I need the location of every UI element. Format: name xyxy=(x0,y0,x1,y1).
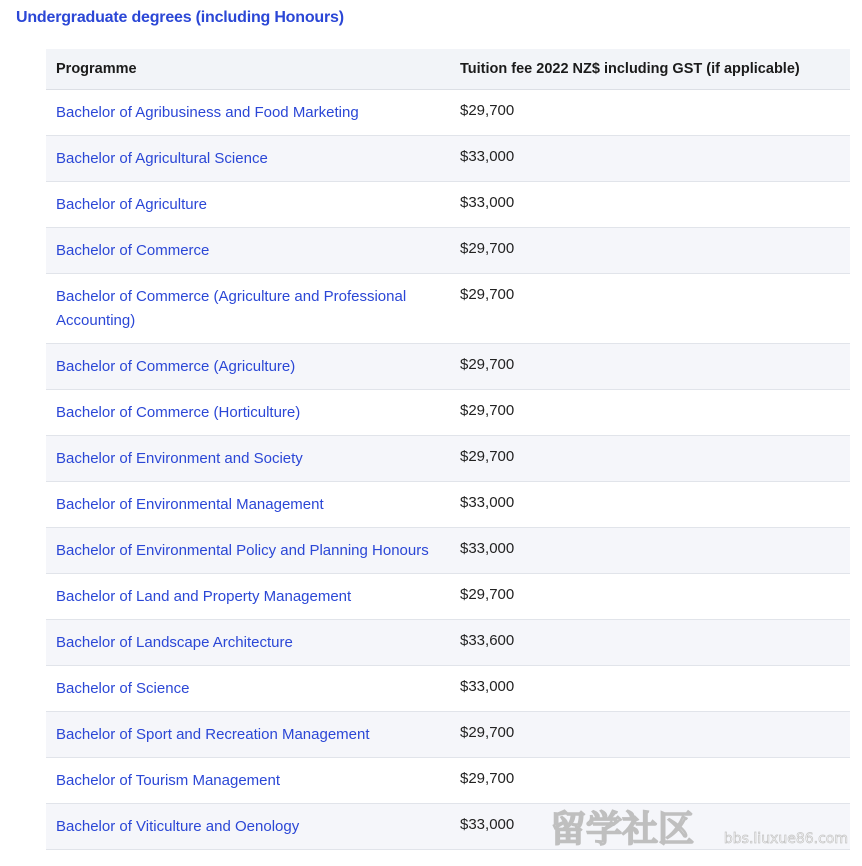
programme-link[interactable]: Bachelor of Commerce (Horticulture) xyxy=(56,404,301,421)
programme-link[interactable]: Bachelor of Landscape Architecture xyxy=(56,634,293,651)
table-row xyxy=(46,274,850,344)
tuition-fee-cell: $29,700 xyxy=(448,274,850,344)
tuition-fee-cell: $33,000 xyxy=(448,182,850,228)
tuition-fee-cell: $29,700 xyxy=(448,436,850,482)
watermark-url: bbs.liuxue86.com xyxy=(723,831,848,847)
tuition-fee-cell: $29,700 xyxy=(448,574,850,620)
programme-link[interactable]: Bachelor of Tourism Management xyxy=(56,772,281,789)
tuition-fee-cell: $33,000 xyxy=(448,666,850,712)
tuition-fee-cell: $33,000 xyxy=(448,482,850,528)
programme-link[interactable]: Bachelor of Environmental Management xyxy=(56,496,324,513)
programme-cell xyxy=(46,758,448,804)
column-header-programme: Programme xyxy=(46,49,448,90)
table-row xyxy=(46,666,850,712)
programme-cell xyxy=(46,228,448,274)
table-row xyxy=(46,390,850,436)
programme-cell xyxy=(46,436,448,482)
table-row xyxy=(46,136,850,182)
table-row xyxy=(46,528,850,574)
table-row xyxy=(46,228,850,274)
programme-cell xyxy=(46,274,448,344)
tuition-fee-cell: $29,700 xyxy=(448,344,850,390)
tuition-fee-cell: $29,700 xyxy=(448,712,850,758)
column-header-fee: Tuition fee 2022 NZ$ including GST (if applicable) xyxy=(448,49,850,90)
programme-cell xyxy=(46,574,448,620)
programme-link[interactable]: Bachelor of Agribusiness and Food Marketing xyxy=(56,104,359,121)
tuition-fee-cell: $33,600 xyxy=(448,620,850,666)
table-row xyxy=(46,482,850,528)
table-row xyxy=(46,712,850,758)
watermark-logo-text: 留学社区 xyxy=(549,809,694,847)
programme-cell xyxy=(46,712,448,758)
programme-cell xyxy=(46,344,448,390)
programme-cell xyxy=(46,620,448,666)
tuition-fee-cell: $29,700 xyxy=(448,90,850,136)
table-row xyxy=(46,436,850,482)
table-row xyxy=(46,90,850,136)
table-header-row xyxy=(46,49,850,90)
programme-cell xyxy=(46,804,448,850)
tuition-fee-cell: $33,000 xyxy=(448,528,850,574)
programme-link[interactable]: Bachelor of Agriculture xyxy=(56,196,207,213)
programme-cell xyxy=(46,136,448,182)
table-row xyxy=(46,620,850,666)
programme-link[interactable]: Bachelor of Agricultural Science xyxy=(56,150,268,167)
tuition-fee-cell: $33,000 xyxy=(448,136,850,182)
tuition-fee-cell: $33,000 xyxy=(448,804,850,850)
programme-link[interactable]: Bachelor of Commerce (Agriculture and Professional Accounting) xyxy=(56,288,407,329)
table-body xyxy=(46,90,850,850)
section-heading[interactable]: Undergraduate degrees (including Honours) xyxy=(16,9,344,26)
tuition-fee-cell: $29,700 xyxy=(448,758,850,804)
tuition-fee-cell: $29,700 xyxy=(448,390,850,436)
programme-link[interactable]: Bachelor of Environmental Policy and Planning Honours xyxy=(56,542,429,559)
table-row xyxy=(46,344,850,390)
programme-cell xyxy=(46,90,448,136)
table-row xyxy=(46,182,850,228)
programme-cell xyxy=(46,390,448,436)
programme-link[interactable]: Bachelor of Sport and Recreation Management xyxy=(56,726,370,743)
tuition-fee-cell: $29,700 xyxy=(448,228,850,274)
table-row xyxy=(46,574,850,620)
programme-link[interactable]: Bachelor of Science xyxy=(56,680,190,697)
programme-link[interactable]: Bachelor of Commerce xyxy=(56,242,210,259)
programme-link[interactable]: Bachelor of Environment and Society xyxy=(56,450,303,467)
programme-cell xyxy=(46,482,448,528)
programme-link[interactable]: Bachelor of Commerce (Agriculture) xyxy=(56,358,296,375)
table-row xyxy=(46,804,850,850)
programme-cell xyxy=(46,666,448,712)
programme-cell xyxy=(46,182,448,228)
tuition-fee-table xyxy=(46,49,850,850)
table-row xyxy=(46,758,850,804)
programme-link[interactable]: Bachelor of Land and Property Management xyxy=(56,588,352,605)
programme-link[interactable]: Bachelor of Viticulture and Oenology xyxy=(56,818,300,835)
programme-cell xyxy=(46,528,448,574)
